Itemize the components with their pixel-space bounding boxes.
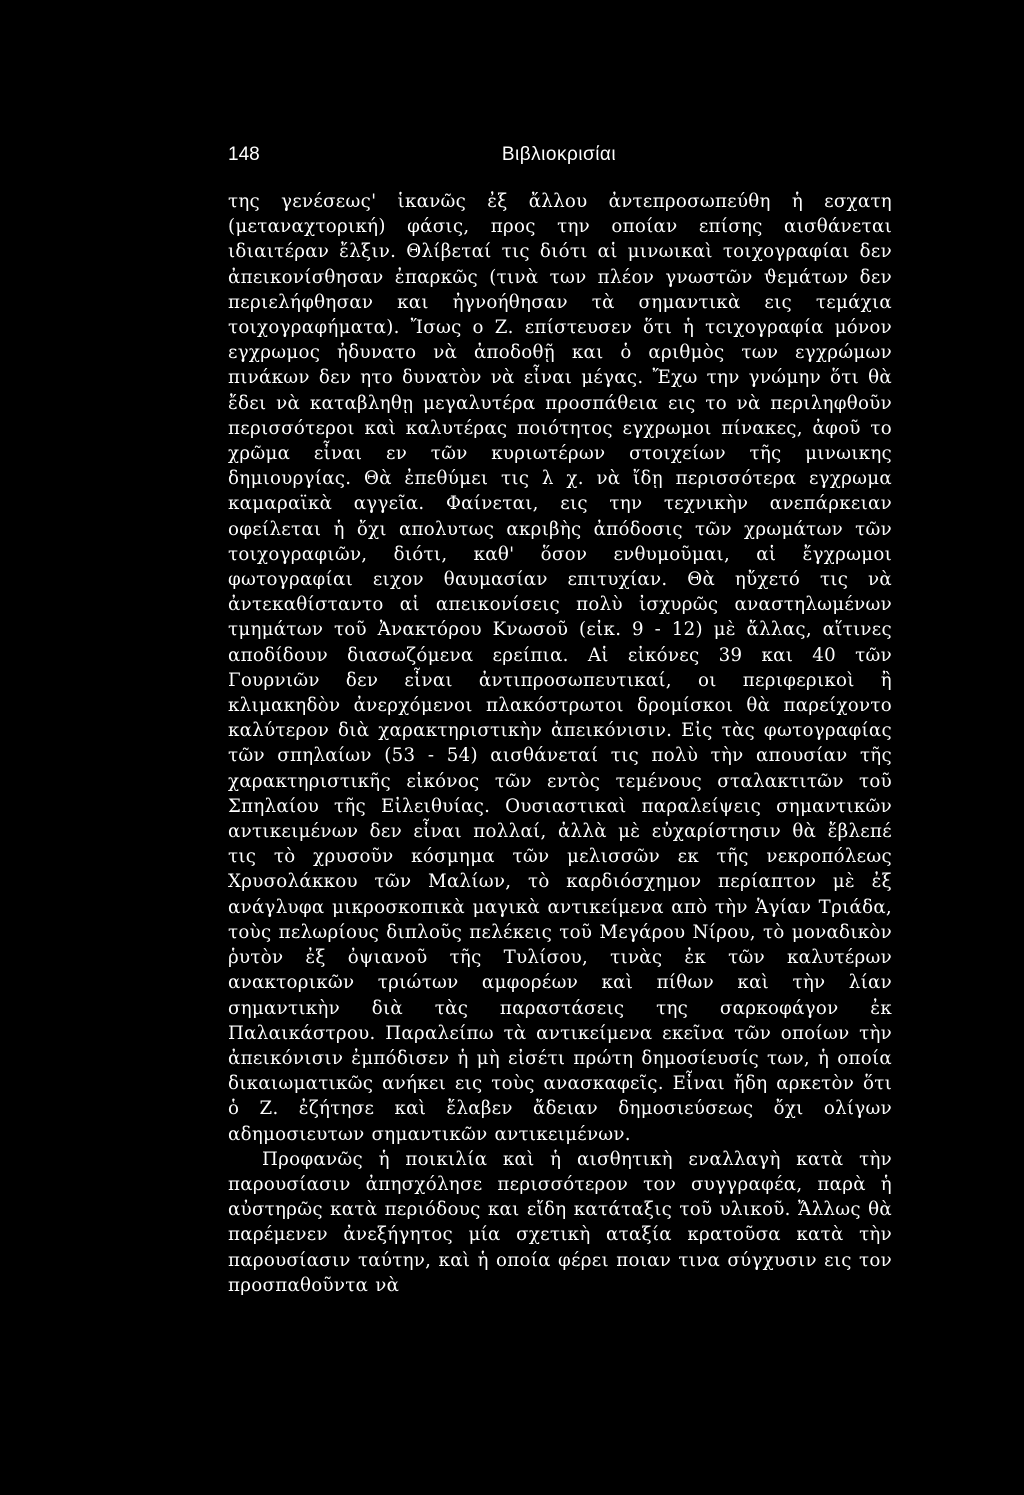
page-header [228, 140, 890, 170]
running-title: Βιβλιοκρισίαι [501, 144, 617, 165]
paragraph-1: της γενέσεως' ἱκανῶς ἐξ ἄλλου ἀντεπροσωπεύθη ἡ εσχατη (μεταναχτορική) φάσις, προς την οποίαν επίσης αισθάνεται ιδιαιτέραν ἔλξιν. Θλίβεταί τις διότι αἱ μινωικαὶ τοιχογραφίαι δεν ἀπεικονίσθησαν ἐπαρκῶς (τινὰ των πλέον γνωστῶν ϑεμάτων δεν περιελήφθησαν και ἠγνοήθησαν τὰ σημαντικὰ εις τεμάχια τοιχογραφήματα). Ἴσως ο Ζ. επίστευσεν ὅτι ἡ τcιχογραφία μόνον εγχρωμος ἠδυνατο νὰ ἀποδοθῇ και ὁ αριθμὸς των εγχρώμων πινάκων δεν ητο δυνατὸν νὰ εἶναι μέγας. Ἔχω την γνώμην ὅτι θὰ ἔδει νὰ καταβληθῃ μεγαλυτέρα προσπάθεια εις το νὰ περιληφθοῦν περισσότεροι καὶ καλυτέρας ποιότητος εγχρωμοι πίνακες, ἀφοῦ το χρῶμα εἶναι εν τῶν κυριωτέρων στοιχείων τῆς μινωικης δημιουργίας. Θὰ ἐπεθύμει τις λ χ. νὰ ἴδῃ περισσότερα εγχρωμα καμαραϊκὰ αγγεῖα. Φαίνεται, εις την τεχνικὴν ανεπάρκειαν οφείλεται ἡ ὄχι απολυτως ακριβὴς ἀπόδοσις τῶν χρωμάτων τῶν τοιχογραφιῶν, διότι, καθ' ὅσον ενθυμοῦμαι, αἱ ἔγχρωμοι φωτογραφίαι ειχον θαυμασίαν επιτυχίαν. Θὰ ηὔχετό τις νὰ ἀντεκαθίσταντο αἱ απεικονίσεις πολὺ ἰσχυρῶς αναστηλωμένων τμημάτων τοῦ Ἀνακτόρου Κνωσοῦ (εἰκ. 9 - 12) μὲ ἄλλας, αἵτινες αποδίδουν διασωζόμενα ερείπια. Αἱ εἰκόνες 39 και 40 τῶν Γουρνιῶν δεν εἶναι ἀντιπροσωπευτικαί, οι περιφερικοὶ ἢ κλιμακηδὸν ἀνερχόμενοι πλακόστρωτοι δρομίσκοι θὰ παρείχοντο καλύτερον διὰ χαρακτηριστικὴν ἀπεικόνισιν. Εἰς τὰς φωτογραφίας τῶν σπηλαίων (53 - 54) αισθάνεταί τις πολὺ τὴν απουσίαν τῆς χαρακτηριστικῆς εἰκόνος τῶν εντὸς τεμένους σταλακτιτῶν τοῦ Σπηλαίου τῆς Εἰλειθυίας. Ουσιαστικαὶ παραλείψεις σημαντικῶν αντικειμένων δεν εἶναι πολλαί, ἀλλὰ μὲ εὐχαρίστησιν θὰ ἔβλεπέ τις τὸ χρυσοῦν κόσμημα τῶν μελισσῶν εκ τῆς νεκροπόλεως Χρυσολάκκου τῶν Μαλίων, τὸ καρδιόσχημον περίαπτον μὲ ἐξ ανάγλυφα μικροσκοπικὰ μαγικὰ αντικείμενα απὸ τὴν Ἁγίαν Τριάδα, τοὺς πελωρίους διπλοῦς πελέκεις τοῦ Μεγάρου Νίρου, τὸ μοναδικὸν ῥυτὸν ἐξ ὀψιανοῦ τῆς Τυλίσου, τινὰς ἐκ τῶν καλυτέρων ανακτορικῶν τριώτων αμφορέων καὶ πίθων καὶ τὴν λίαν σημαντικὴν διὰ τὰς παραστάσεις της σαρκοφάγον ἐκ Παλαικάστρου. Παραλείπω τὰ αντικείμενα εκεῖνα τῶν οποίων τὴν ἀπεικόνισιν ἐμπόδισεν ἡ μὴ εἰσέτι πρώτη δημοσίευσίς των, ἡ οποία δικαιωματικῶς ανήκει εις τοὺς ανασκαφεῖς. Εἶναι ἤδη αρκετὸν ὅτι ὁ Ζ. ἐζήτησε καὶ ἔλαβεν ἄδειαν δημοσιεύσεως ὄχι ολίγων αδημοσιευτων σημαντικῶν αντικειμένων. [228, 191, 892, 1145]
body-text [228, 189, 892, 1298]
page-number: 148 [228, 144, 260, 165]
paragraph-2: Προφανῶς ἡ ποικιλία καὶ ἡ αισθητικὴ εναλλαγὴ κατὰ τὴν παρουσίασιν ἀπησχόλησε περισσότερον τον συγγραφέα, παρὰ ἡ αὐστηρῶς κατὰ περιόδους και εἴδη κατάταξις τοῦ υλικοῦ. Ἄλλως θὰ παρέμενεν ἀνεξήγητος μία σχετικὴ αταξία κρατοῦσα κατὰ τὴν παρουσίασιν ταύτην, καὶ ἡ οποία φέρει ποιαν τινα σύγχυσιν εις τον προσπαθοῦντα νὰ [228, 1148, 892, 1296]
